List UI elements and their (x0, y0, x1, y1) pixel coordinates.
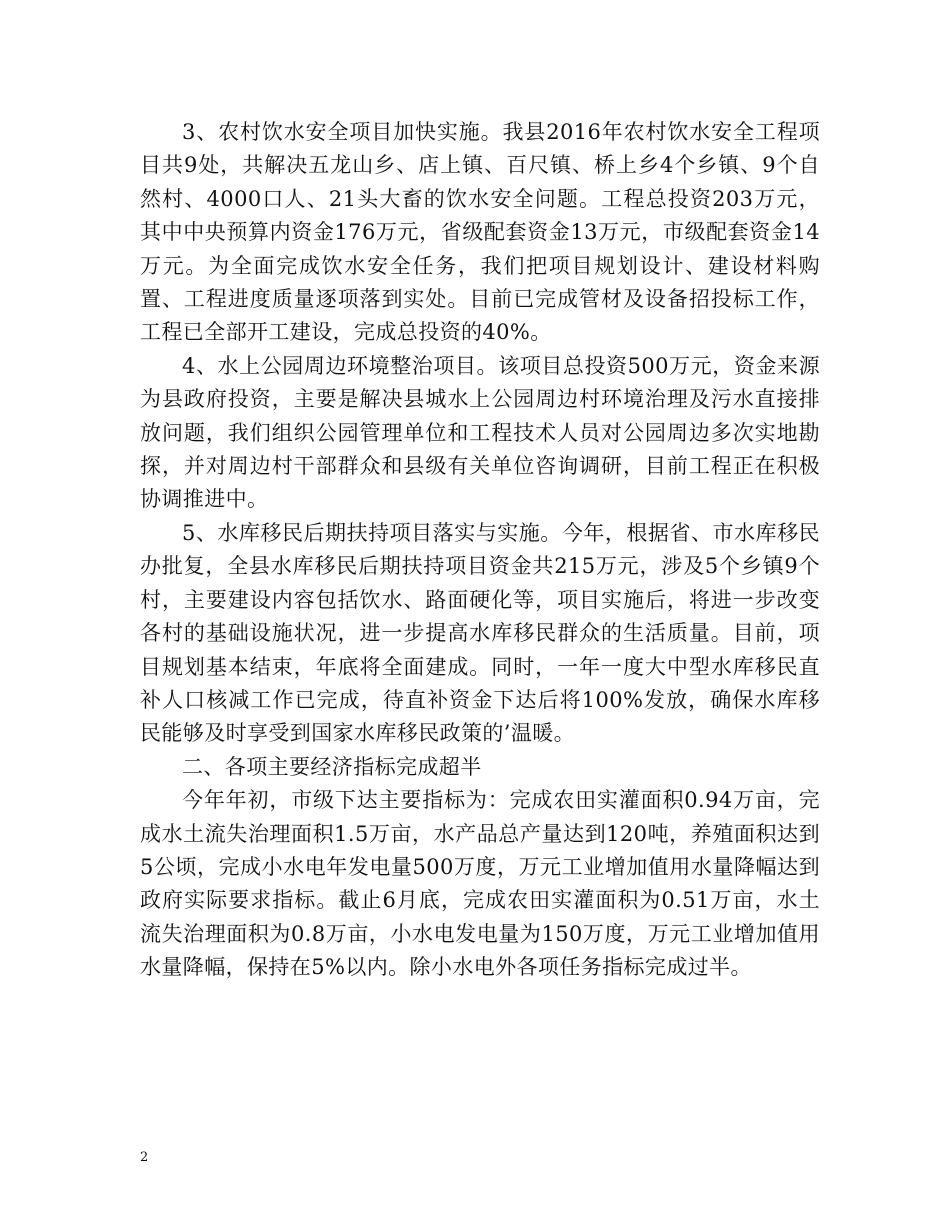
paragraph-reservoir-resettlement: 5、水库移民后期扶持项目落实与实施。今年，根据省、市水库移民办批复，全县水库移民后期扶持项目资金共215万元，涉及5个乡镇9个村，主要建设内容包括饮水、路面硬化等，项目实施后，将进一步改变各村的基础设施状况，进一步提高水库移民群众的生活质量。目前，项目规划基本结束，年底将全面建成。同时，一年一度大中型水库移民直补人口核减工作已完成，待直补资金下达后将100%发放，确保水库移民能够及时享受到国家水库移民政策的’温暖。 (140, 520, 820, 746)
paragraph-indicator-progress: 今年年初，市级下达主要指标为：完成农田实灌面积0.94万亩，完成水土流失治理面积1.5万亩，水产品总产量达到120吨，养殖面积达到5公顷，完成小水电年发电量500万度，万元工业增加值用水量降幅达到政府实际要求指标。截止6月底，完成农田实灌面积为0.51万亩，水土流失治理面积为0.8万亩，小水电发电量为150万度，万元工业增加值用水量降幅，保持在5%以内。除小水电外各项任务指标完成过半。 (140, 788, 820, 980)
paragraph-water-park-environment: 4、水上公园周边环境整治项目。该项目总投资500万元，资金来源为县政府投资，主要是解决县城水上公园周边村环境治理及污水直接排放问题，我们组织公园管理单位和工程技术人员对公园周边多次实地勘探，并对周边村干部群众和县级有关单位咨询调研，目前工程正在积极协调推进中。 (140, 353, 820, 512)
document-body (140, 116, 820, 985)
section-heading-economic-indicators: 二、各项主要经济指标完成超半 (182, 754, 482, 779)
paragraph-rural-water-safety: 3、农村饮水安全项目加快实施。我县2016年农村饮水安全工程项目共9处，共解决五龙山乡、店上镇、百尺镇、桥上乡4个乡镇、9个自然村、4000口人、21头大畜的饮水安全问题。工程总投资203万元，其中中央预算内资金176万元，省级配套资金13万元，市级配套资金14万元。为全面完成饮水安全任务，我们把项目规划设计、建设材料购置、工程进度质量逐项落到实处。目前已完成管材及设备招投标工作，工程已全部开工建设，完成总投资的40%。 (140, 120, 820, 345)
page-number: 2 (140, 1150, 149, 1165)
